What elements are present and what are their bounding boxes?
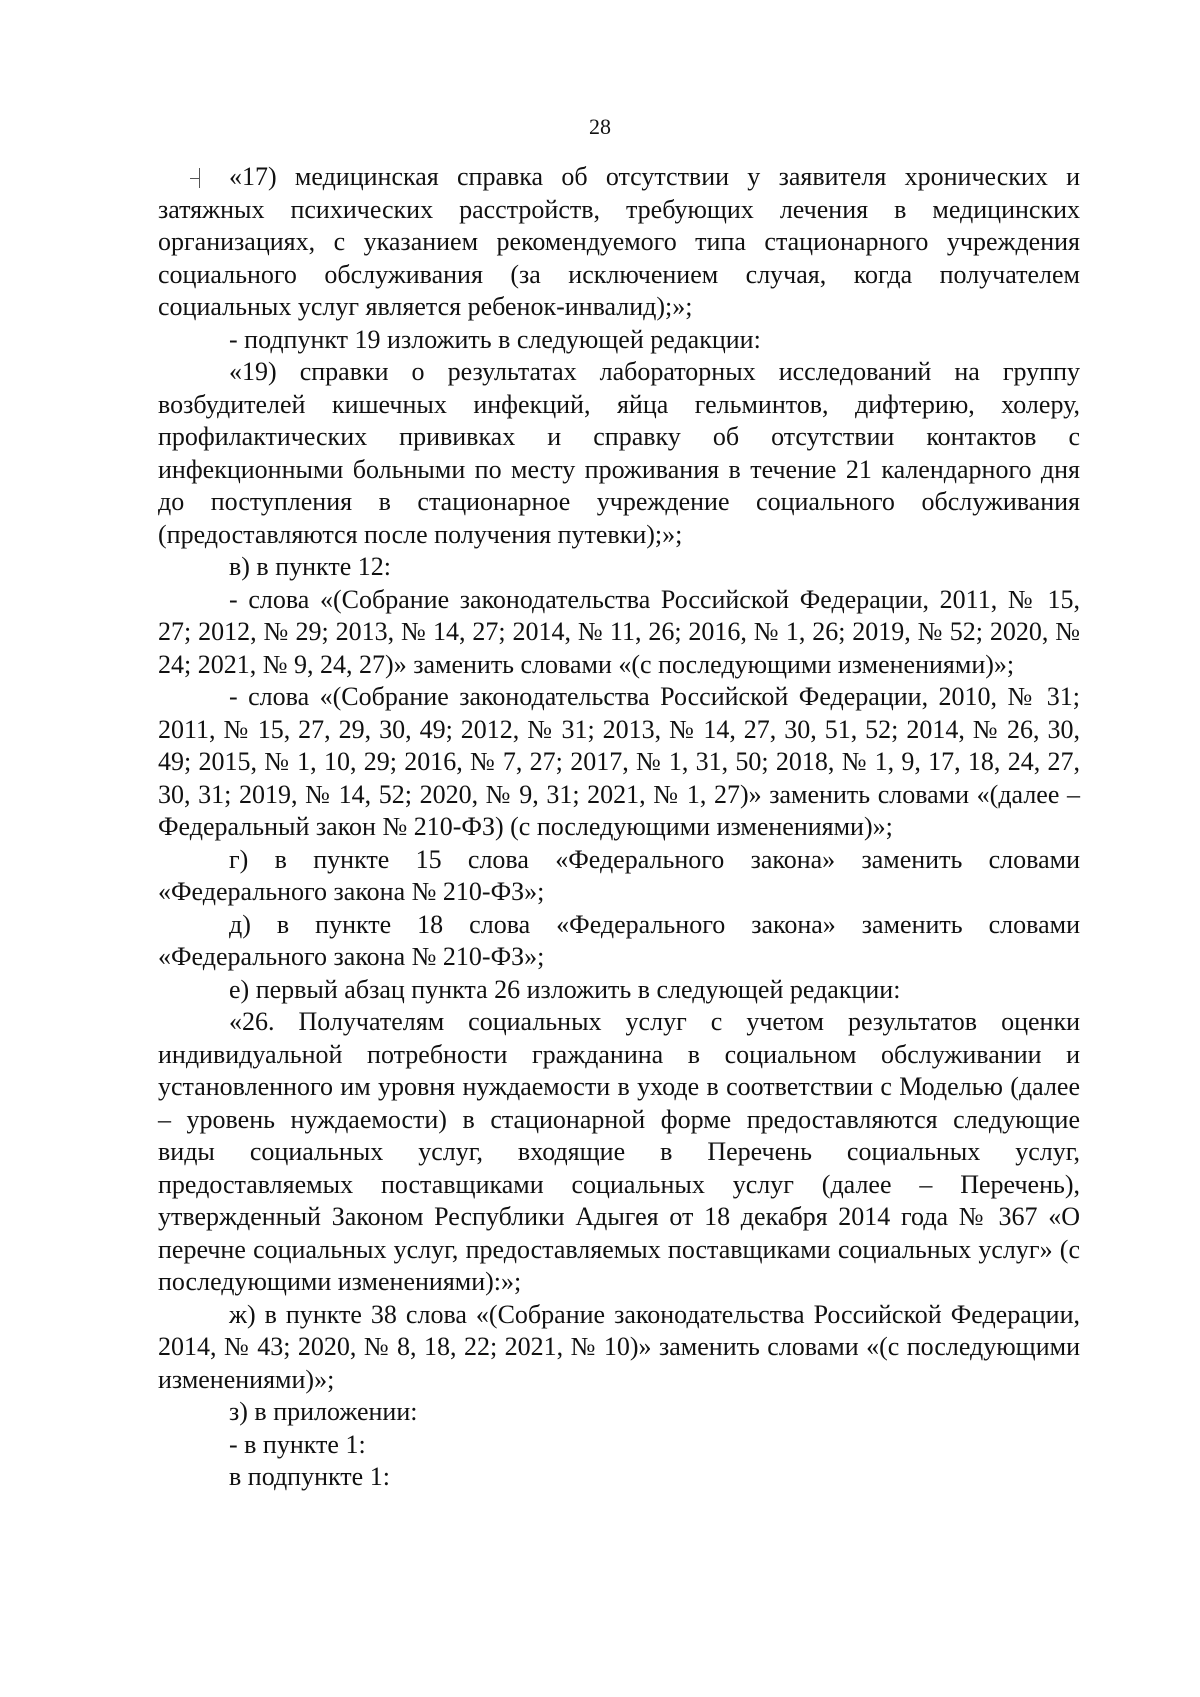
- paragraph-item-12-heading: в) в пункте 12:: [229, 552, 391, 581]
- document-body: [158, 161, 1080, 1494]
- paragraph-appendix-subpoint-1: в подпункте 1:: [229, 1462, 390, 1491]
- paragraph-item-26-instruction: е) первый абзац пункта 26 изложить в следующей редакции:: [229, 974, 901, 1004]
- paragraph-item-18: д) в пункте 18 слова «Федерального закона» заменить словами «Федерального закона № 210-ФЗ»;: [158, 909, 1080, 971]
- page-number: 28: [589, 114, 611, 139]
- paragraph-subitem-17: «17) медицинская справка об отсутствии у заявителя хронических и затяжных психических расстройств, требующих лечения в медицинских организациях, с указанием рекомендуемого типа стационарного учреждения социального обслуживания (за исключением случая, когда получателем социальных услуг является ребенок-инвалид);»;: [158, 162, 1080, 321]
- paragraph-item-26: «26. Получателям социальных услуг с учетом результатов оценки индивидуальной потребности гражданина в социальном обслуживании и установленного им уровня нуждаемости в уходе в соответствии с Моделью (далее – уровень нуждаемости) в стационарной форме предоставляются следующие виды социальных услуг, входящие в Перечень социальных услуг, предоставляемых поставщиками социальных услуг (далее – Перечень), утвержденный Законом Республики Адыгея от 18 декабря 2014 года № 367 «О перечне социальных услуг, предоставляемых поставщиками социальных услуг» (с последующими изменениями):»;: [158, 1007, 1080, 1296]
- paragraph-item-15: г) в пункте 15 слова «Федерального закона» заменить словами «Федерального закона № 210-ФЗ»;: [158, 844, 1080, 906]
- paragraph-item-12-words-1: - слова «(Собрание законодательства Российской Федерации, 2011, № 15, 27; 2012, № 29; 2013, № 14, 27; 2014, № 11, 26; 2016, № 1, 26; 2019, № 52; 2020, № 24; 2021, № 9, 24, 27)» заменить словами «(с последующими изменениями)»;: [158, 584, 1080, 679]
- paragraph-appendix-heading: з) в приложении:: [229, 1397, 418, 1426]
- paragraph-subitem-19-instruction: - подпункт 19 изложить в следующей редакции:: [229, 324, 761, 354]
- paragraph-item-38: ж) в пункте 38 слова «(Собрание законодательства Российской Федерации, 2014, № 43; 2020, № 8, 18, 22; 2021, № 10)» заменить словами «(с последующими изменениями)»;: [158, 1299, 1080, 1394]
- paragraph-subitem-19: «19) справки о результатах лабораторных исследований на группу возбудителей кишечных инфекций, яйца гельминтов, дифтерию, холеру, профилактических прививках и справку об отсутствии контактов с инфекционными больными по месту проживания в течение 21 календарного дня до поступления в стационарное учреждение социального обслуживания (предоставляются после получения путевки);»;: [158, 357, 1080, 549]
- paragraph-appendix-point-1: - в пункте 1:: [229, 1429, 366, 1459]
- paragraph-item-12-words-2: - слова «(Собрание законодательства Российской Федерации, 2010, № 31; 2011, № 15, 27, 29, 30, 49; 2012, № 31; 2013, № 14, 27, 30, 51, 52; 2014, № 26, 30, 49; 2015, № 1, 10, 29; 2016, № 7, 27; 2017, № 1, 31, 50; 2018, № 1, 9, 17, 18, 24, 27, 30, 31; 2019, № 14, 52; 2020, № 9, 31; 2021, № 1, 27)» заменить словами «(далее – Федеральный закон № 210-ФЗ) (с последующими изменениями)»;: [158, 682, 1080, 841]
